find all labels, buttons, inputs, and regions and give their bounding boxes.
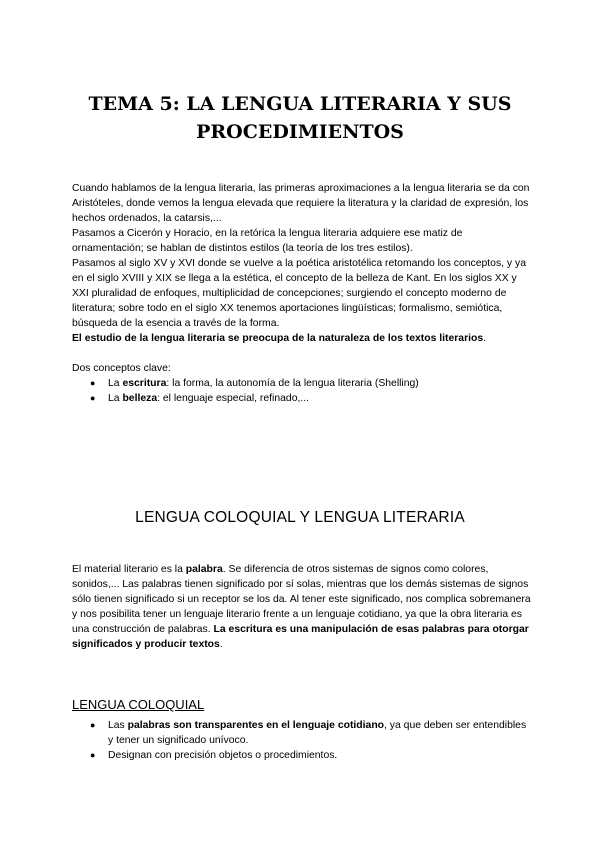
item-bold: escritura: [122, 378, 167, 389]
text-run: . Se diferencia de otros sistemas de signos como colores, sonidos,... Las palabras tienen significado por sí solas, mientras que los demás sistemas de signos sólo tienen significado si un receptor se los da. Al tener este significado, nos complica sobremanera y nos posibilita tener un lenguaje literario frente a un lenguaje cotidiano, ya que la obra literaria es una construcción de palabras.: [72, 564, 531, 635]
item-rest: , ya que deben ser entendibles y tener un significado unívoco.: [108, 720, 527, 746]
coloquial-section: [72, 718, 534, 763]
material-section: [72, 562, 534, 652]
list-item: [72, 718, 534, 748]
list-item: [72, 748, 534, 763]
section-subtitle: LENGUA COLOQUIAL Y LENGUA LITERARIA: [135, 509, 465, 526]
concepts-list: [72, 376, 534, 406]
intro-paragraph-2: Pasamos a Cicerón y Horacio, en la retórica la lengua literaria adquiere ese matiz de ornamentación; se hablan de distintos estilos (la teoría de los tres estilos).: [72, 228, 463, 254]
text-run: .: [219, 639, 223, 650]
title-line-2: PROCEDIMIENTOS: [196, 121, 404, 143]
intro-paragraph-4: [72, 331, 534, 346]
text-run: El material literario es la: [72, 564, 186, 575]
spacer: [72, 346, 534, 361]
bold-run: La escritura es una manipulación de esas palabras para otorgar significados y producir textos: [72, 624, 529, 650]
item-prefix: La: [108, 378, 123, 389]
page-title: [60, 90, 540, 146]
bullet-icon: ●: [90, 393, 96, 403]
list-item: [72, 376, 534, 391]
item-rest: : el lenguaje especial, refinado,...: [157, 393, 310, 404]
coloquial-heading: LENGUA COLOQUIAL: [72, 697, 205, 712]
intro-paragraph-3: Pasamos al siglo XV y XVI donde se vuelve a la poética aristotélica retomando los conceptos, y ya en el siglo XVIII y XIX se llega a la estética, el concepto de la belleza de Kant. En los siglos XX y XXI pluralidad de enfoques, multiplicidad de concepciones; surgiendo el concepto moderno de literatura; sobre todo en el siglo XX tenemos aportaciones lingüísticas; formalismo, semiótica, búsqueda de la esencia a través de la forma.: [72, 258, 526, 329]
bullet-icon: ●: [90, 378, 96, 388]
material-paragraph: [72, 562, 534, 652]
intro-paragraph-1: Cuando hablamos de la lengua literaria, las primeras aproximaciones a la lengua literaria se da con Aristóteles, donde vemos la lengua elevada que requiere la literatura y la claridad de expresión, los hechos ordenados, la catarsis,...: [72, 183, 530, 224]
intro-bold-statement: El estudio de la lengua literaria se preocupa de la naturaleza de los textos literarios: [72, 333, 484, 344]
title-line-1: TEMA 5: LA LENGUA LITERARIA Y SUS: [88, 93, 512, 115]
item-prefix: Las: [108, 720, 128, 731]
item-bold: belleza: [122, 393, 158, 404]
coloquial-list: [72, 718, 534, 763]
concepts-heading: Dos conceptos clave:: [72, 363, 171, 374]
intro-period: .: [483, 333, 487, 344]
item-prefix: Designan con precisión objetos o procedimientos.: [108, 750, 338, 761]
bold-run: palabra: [185, 564, 223, 575]
bullet-icon: ●: [90, 750, 96, 760]
bullet-icon: ●: [90, 720, 96, 730]
item-rest: : la forma, la autonomía de la lengua literaria (Shelling): [166, 378, 419, 389]
intro-section: [72, 181, 534, 406]
item-bold: palabras son transparentes en el lenguaje cotidiano: [127, 720, 385, 731]
item-prefix: La: [108, 393, 123, 404]
list-item: [72, 391, 534, 406]
